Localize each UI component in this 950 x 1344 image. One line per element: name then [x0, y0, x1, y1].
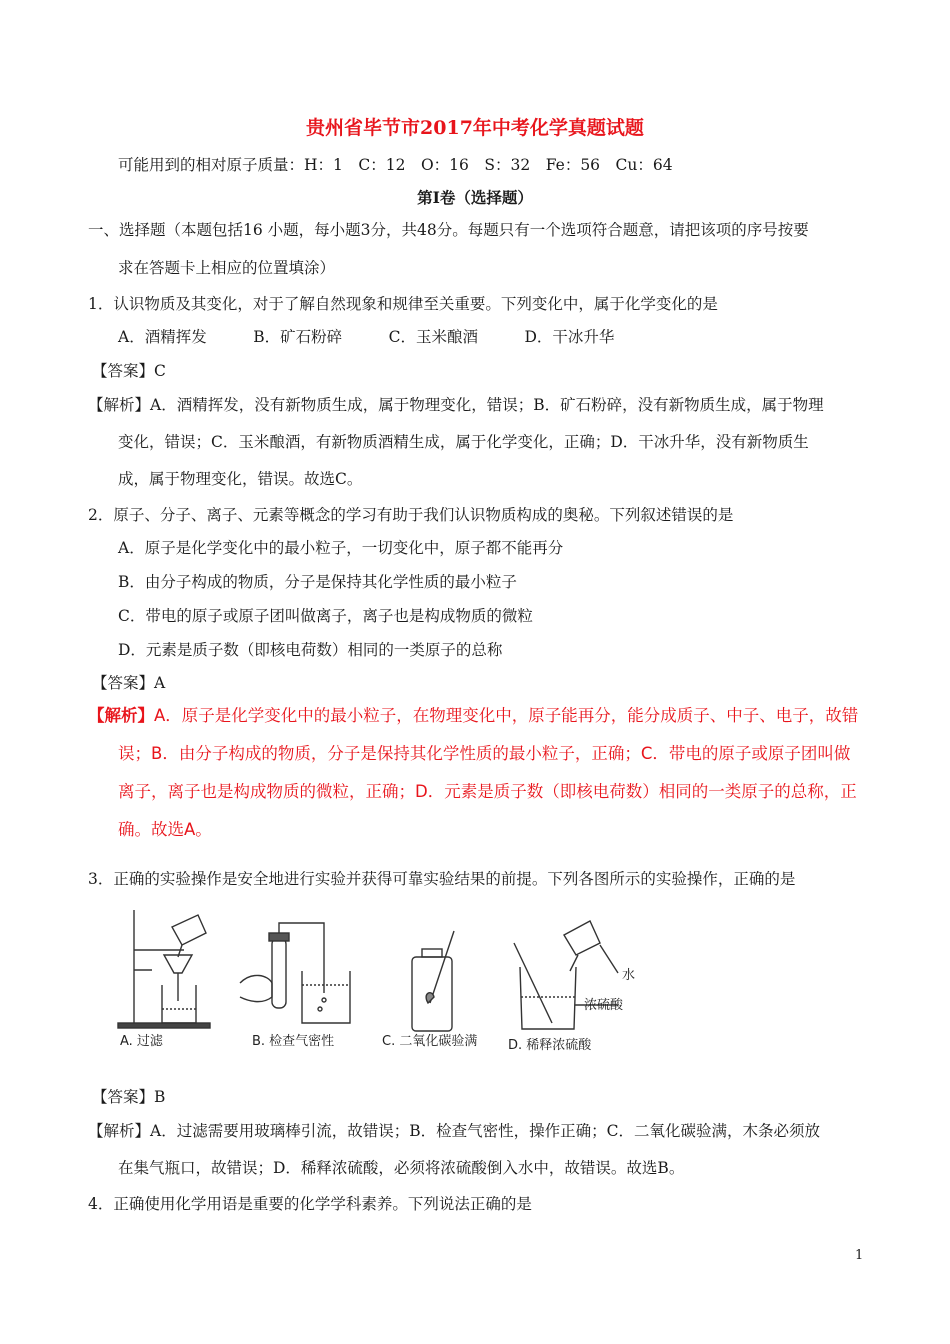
fig-b-caption: B. 检查气密性 — [252, 1034, 335, 1049]
q1-answer: 【答案】C — [92, 362, 166, 380]
part1-instructions-line1: 一、选择题（本题包括16 小题，每小题3分，共48分。每题只有一个选项符合题意，请把该项的序号按要 — [88, 221, 809, 239]
q2-analysis-line4: 确。故选A。 — [118, 820, 212, 839]
q1-analysis-line2: 变化，错误；C．玉米酿酒，有新物质酒精生成，属于化学变化，正确；D．干冰升华，没有新物质生 — [118, 433, 809, 451]
q3-analysis-line1: 【解析】A．过滤需要用玻璃棒引流，故错误；B．检查气密性，操作正确；C．二氧化碳验满，木条必须放 — [88, 1122, 820, 1140]
q3-stem: 3．正确的实验操作是安全地进行实验并获得可靠实验结果的前提。下列各图所示的实验操作，正确的是 — [88, 870, 796, 888]
atomic-mass-line: 可能用到的相对原子质量：H：1 C：12 O：16 S：32 Fe：56 Cu：64 — [118, 156, 673, 174]
q3-answer: 【答案】B — [92, 1088, 166, 1106]
label-water: 水 — [622, 968, 636, 983]
label-concentrated-acid: 浓硫酸 — [584, 998, 624, 1013]
q2-stem: 2．原子、分子、离子、元素等概念的学习有助于我们认识物质构成的奥秘。下列叙述错误的是 — [88, 506, 734, 524]
fig-c-caption: C. 二氧化碳验满 — [382, 1034, 478, 1049]
fig-d-caption: D. 稀释浓硫酸 — [508, 1038, 592, 1053]
q2-option-b: B．由分子构成的物质，分子是保持其化学性质的最小粒子 — [118, 573, 517, 591]
q1-options: A．酒精挥发 B．矿石粉碎 C．玉米酿酒 D．干冰升华 — [118, 328, 615, 346]
part1-instructions-line2: 求在答题卡上相应的位置填涂） — [118, 259, 336, 277]
q2-answer: 【答案】A — [92, 674, 166, 692]
exam-title: 贵州省毕节市2017年中考化学真题试题 — [306, 117, 644, 139]
filtration-figure — [118, 910, 210, 1028]
q2-option-d: D．元素是质子数（即核电荷数）相同的一类原子的总称 — [118, 641, 503, 659]
q3-experiment-figures — [112, 905, 647, 1055]
q2-analysis-tag: 【解析】 — [88, 706, 154, 725]
section-title: 第Ⅰ卷（选择题） — [417, 188, 533, 207]
q2-option-c: C．带电的原子或原子团叫做离子，离子也是构成物质的微粒 — [118, 607, 533, 625]
fig-a-caption: A. 过滤 — [120, 1034, 163, 1049]
q1-stem: 1．认识物质及其变化，对于了解自然现象和规律至关重要。下列变化中，属于化学变化的是 — [88, 295, 718, 313]
q1-analysis-line1: 【解析】A．酒精挥发，没有新物质生成，属于物理变化，错误；B．矿石粉碎，没有新物质生成，属于物理 — [88, 396, 824, 414]
q2-option-a: A．原子是化学变化中的最小粒子，一切变化中，原子都不能再分 — [118, 539, 564, 557]
co2-check-figure — [412, 931, 454, 1031]
q3-analysis-line2: 在集气瓶口，故错误；D．稀释浓硫酸，必须将浓硫酸倒入水中，故错误。故选B。 — [118, 1159, 685, 1177]
q4-stem: 4．正确使用化学用语是重要的化学学科素养。下列说法正确的是 — [88, 1195, 532, 1213]
q2-analysis-line2: 误；B．由分子构成的物质，分子是保持其化学性质的最小粒子，正确；C．带电的原子或原子团叫做 — [118, 744, 851, 763]
q2-analysis-line3: 离子，离子也是构成物质的微粒，正确；D．元素是质子数（即核电荷数）相同的一类原子的总称，正 — [118, 782, 857, 801]
q1-analysis-line3: 成，属于物理变化，错误。故选C。 — [118, 470, 363, 488]
q2-analysis-text1: A．原子是化学变化中的最小粒子，在物理变化中，原子能再分，能分成质子、中子、电子，故错 — [154, 706, 859, 725]
q2-analysis-line1 — [88, 706, 858, 726]
airtightness-figure — [240, 923, 350, 1023]
page-number: 1 — [855, 1248, 864, 1263]
